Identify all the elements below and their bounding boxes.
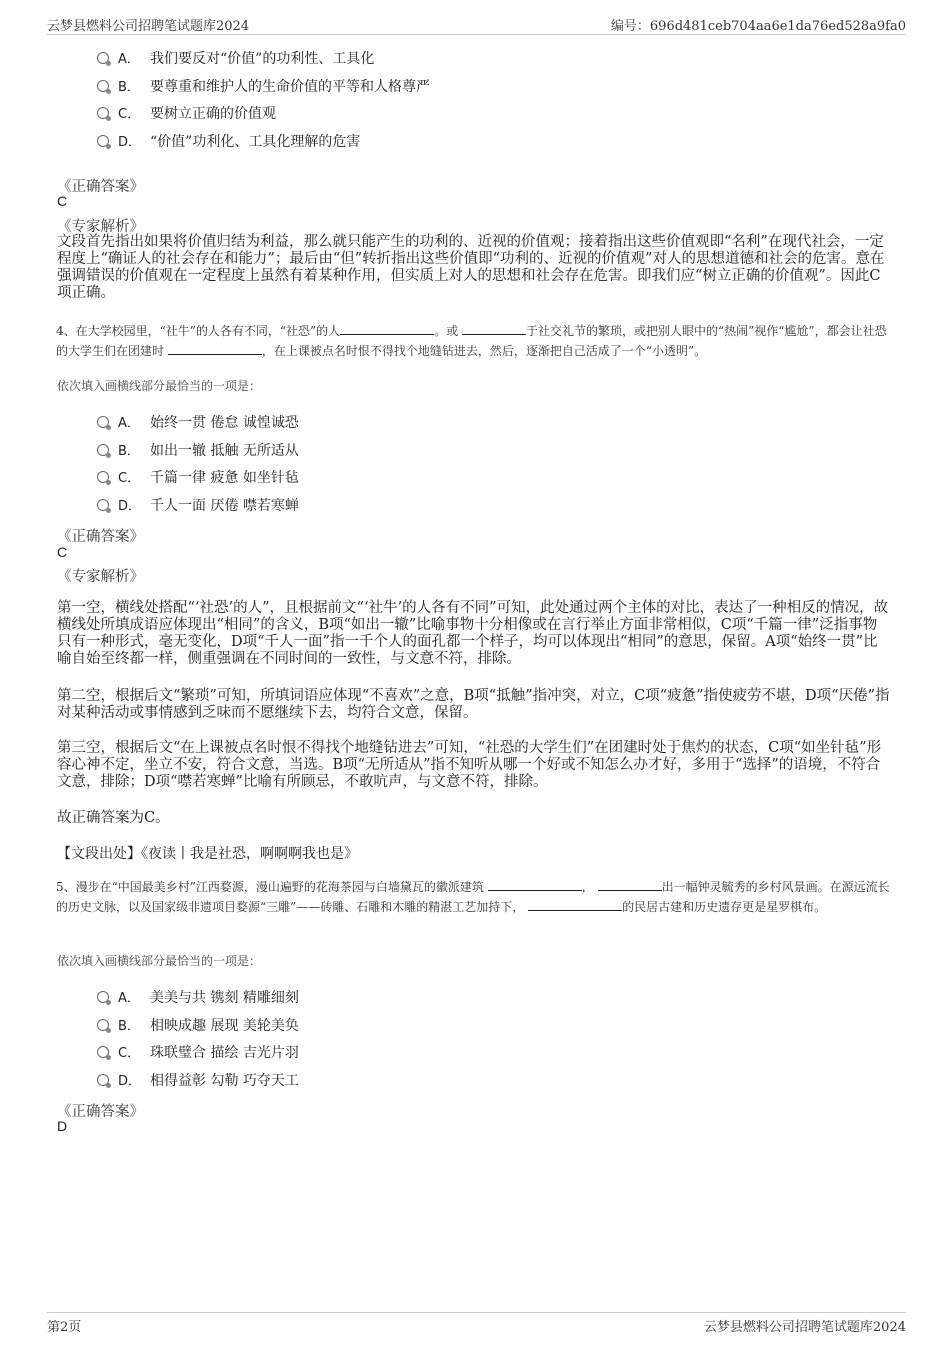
blank-line bbox=[598, 878, 662, 891]
document-id: 编号：696d481ceb704aa6e1da76ed528a9fa0 bbox=[610, 19, 906, 34]
answer-value: D bbox=[57, 1118, 68, 1134]
q3-option-d[interactable]: D． “价值”功利化、工具化理解的危害 bbox=[97, 131, 360, 151]
analysis-paragraph-3: 第三空，根据后文“在上课被点名时恨不得找个地缝钻进去”可知，“社恐的大学生们”在团建时处于焦灼的状态，C项“如坐针毡”形容心神不定，坐立不安，符合文意，当选。B项“无所适从”指不知听从哪一个好或不知怎么办才好，多用于“选择”的语境，不符合文意，排除；D项“噤若寒蝉”比喻有所顾忌，不敢吭声，与文意不符，排除。 bbox=[57, 740, 882, 790]
footer-title: 云梦县燃料公司招聘笔试题库2024 bbox=[703, 1320, 906, 1335]
page-header bbox=[47, 12, 906, 35]
header-title: 云梦县燃料公司招聘笔试题库2024 bbox=[47, 19, 250, 34]
radio-icon[interactable] bbox=[97, 107, 109, 119]
analysis-paragraph-2: 第二空，根据后文“繁琐”可知，所填词语应体现“不喜欢”之意，B项“抵触”指冲突，对立，C项“疲惫”指使疲劳不堪，D项“厌倦”指对某种活动或事情感到乏味而不愿继续下去，均符合文意，保留。 bbox=[57, 688, 890, 721]
radio-icon[interactable] bbox=[97, 80, 109, 92]
q4-option-c[interactable]: C． 千篇一律 疲惫 如坐针毡 bbox=[97, 467, 299, 487]
radio-icon[interactable] bbox=[97, 1046, 109, 1058]
radio-icon[interactable] bbox=[97, 52, 109, 64]
q4-option-a[interactable]: A． 始终一贯 倦怠 诚惶诚恐 bbox=[97, 412, 299, 432]
blank-line bbox=[340, 322, 434, 335]
question-5-stem: 5、漫步在“中国最美乡村”江西婺源，漫山遍野的花海茶园与白墙黛瓦的徽派建筑 ， 出一幅钟灵毓秀的乡村风景画。在源远流长的历史文脉，以及国家级非遗项目婺源“三雕”——砖雕、石雕和木雕的精湛工艺加持下， 的民居古建和历史遗存更是星罗棋布。 bbox=[56, 880, 890, 914]
q4-option-b[interactable]: B． 如出一辙 抵触 无所适从 bbox=[97, 440, 299, 460]
q3-option-a[interactable]: A． 我们要反对“价值”的功利性、工具化 bbox=[97, 48, 374, 68]
analysis-conclusion: 故正确答案为C。 bbox=[57, 810, 170, 826]
answer-label: 《正确答案》 bbox=[57, 179, 144, 195]
q5-option-b[interactable]: B． 相映成趣 展现 美轮美奂 bbox=[97, 1015, 299, 1035]
blank-line bbox=[488, 878, 582, 891]
q5-option-c[interactable]: C． 珠联璧合 描绘 吉光片羽 bbox=[97, 1042, 299, 1062]
analysis-label: 《专家解析》 bbox=[57, 219, 144, 235]
radio-icon[interactable] bbox=[97, 1074, 109, 1086]
radio-icon[interactable] bbox=[97, 444, 109, 456]
blank-line bbox=[462, 322, 526, 335]
radio-icon[interactable] bbox=[97, 471, 109, 483]
q3-option-c[interactable]: C． 要树立正确的价值观 bbox=[97, 103, 276, 123]
answer-value: C bbox=[57, 193, 68, 209]
answer-value: C bbox=[57, 544, 68, 560]
question-prompt: 依次填入画横线部分最恰当的一项是： bbox=[57, 954, 262, 968]
page-footer bbox=[47, 1312, 906, 1335]
q5-option-a[interactable]: A． 美美与共 镌刻 精雕细刻 bbox=[97, 987, 299, 1007]
radio-icon[interactable] bbox=[97, 499, 109, 511]
q3-option-b[interactable]: B． 要尊重和维护人的生命价值的平等和人格尊严 bbox=[97, 76, 430, 96]
page-number: 第2页 bbox=[47, 1320, 82, 1335]
answer-label: 《正确答案》 bbox=[57, 529, 144, 545]
radio-icon[interactable] bbox=[97, 991, 109, 1003]
question-4-stem: 4、在大学校园里，“社牛”的人各有不同，“社恐”的人 。或 于社交礼节的繁琐，或把别人眼中的“热闹”视作“尴尬”，都会让社恐的大学生们在团建时 ，在上课被点名时恨不得找个地缝钻进去，然后，逐渐把自己活成了一个“小透明”。 bbox=[56, 324, 887, 358]
analysis-paragraph-1: 第一空，横线处搭配“‘社恐’的人”，且根据前文“‘社牛’的人各有不同”可知，此处通过两个主体的对比，表达了一种相反的情况，故横线处所填成语应体现出“相同”的含义，B项“如出一辙”比喻事物十分相像或在言行举止方面非常相似，C项“千篇一律”泛指事物只有一种形式，毫无变化，D项“千人一面”指一千个人的面孔都一个样子，均可以体现出“相同”的意思，保留。A项“始终一贯”比喻自始至终都一样，侧重强调在不同时间的一致性，与文意不符，排除。 bbox=[57, 600, 889, 667]
q4-option-d[interactable]: D． 千人一面 厌倦 噤若寒蝉 bbox=[97, 495, 299, 515]
blank-line bbox=[528, 898, 622, 911]
radio-icon[interactable] bbox=[97, 416, 109, 428]
question-prompt: 依次填入画横线部分最恰当的一项是： bbox=[57, 379, 262, 393]
radio-icon[interactable] bbox=[97, 135, 109, 147]
q5-option-d[interactable]: D． 相得益彰 勾勒 巧夺天工 bbox=[97, 1070, 299, 1090]
blank-line bbox=[168, 342, 262, 355]
source-citation: 【文段出处】《夜读丨我是社恐，啊啊啊我也是》 bbox=[57, 846, 358, 862]
radio-icon[interactable] bbox=[97, 1019, 109, 1031]
analysis-text: 文段首先指出如果将价值归结为利益，那么就只能产生的功利的、近视的价值观；接着指出这些价值观即“名利”在现代社会，一定程度上“确证人的社会存在和能力”；最后由“但”转折指出这些价值即“功利的、近视的价值观”对人的思想道德和社会的危害。意在强调错误的价值观在一定程度上虽然有着某种作用，但实质上对人的思想和社会存在危害。即我们应“树立正确的价值观”。因此C项正确。 bbox=[57, 234, 885, 301]
analysis-label: 《专家解析》 bbox=[57, 569, 144, 585]
answer-label: 《正确答案》 bbox=[57, 1104, 144, 1120]
